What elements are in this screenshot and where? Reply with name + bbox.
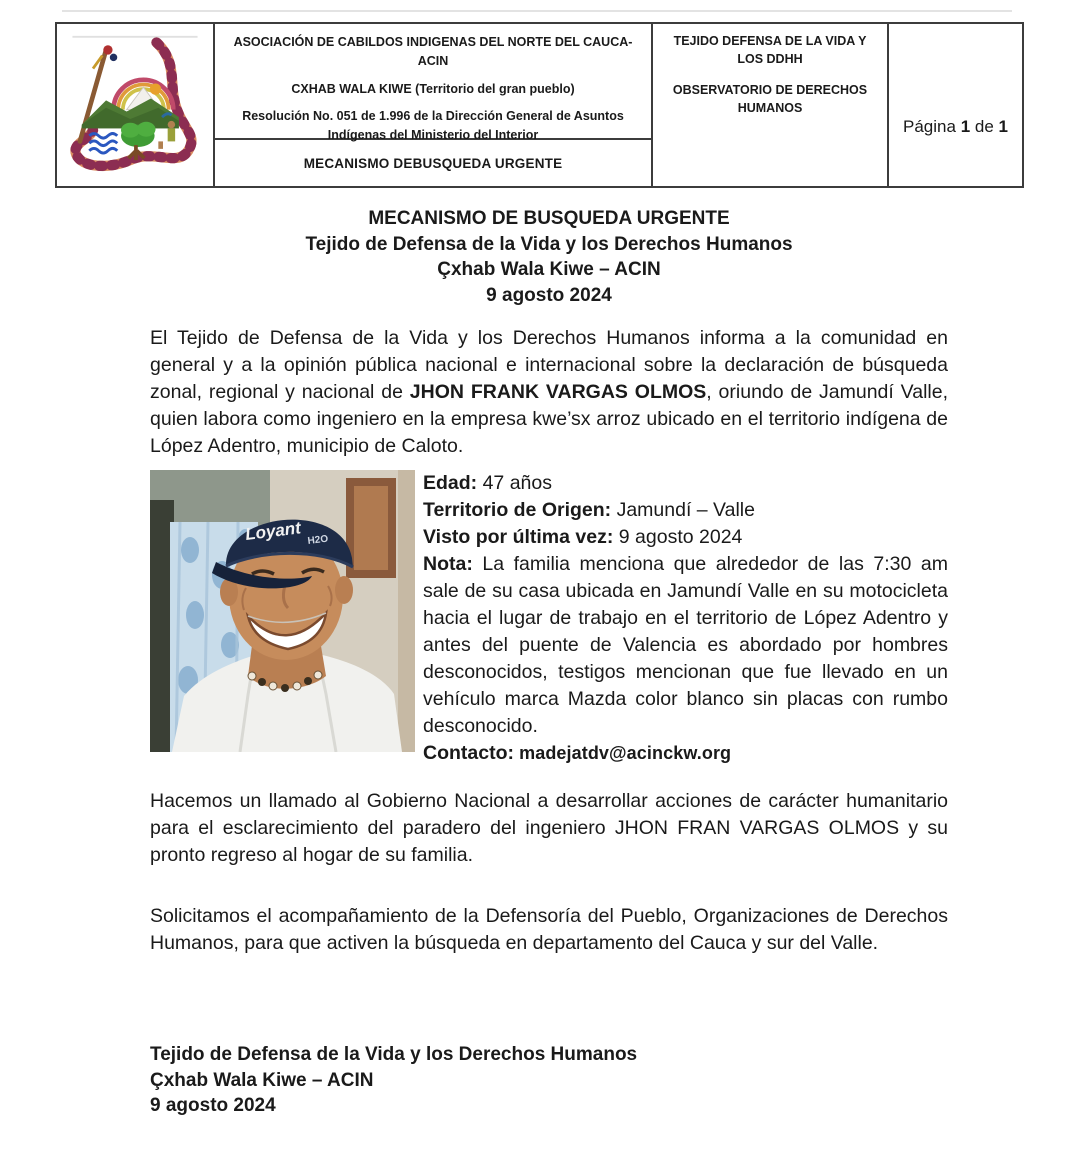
nota-label: Nota: bbox=[423, 553, 473, 575]
header-tejido-cell bbox=[653, 24, 889, 186]
detail-visto bbox=[423, 524, 948, 551]
missing-person-name: JHON FRANK VARGAS OLMOS bbox=[409, 381, 707, 403]
document-title-block bbox=[150, 206, 948, 308]
missing-person-details bbox=[423, 470, 948, 767]
page-number: 1 bbox=[960, 117, 971, 136]
title-date: 9 agosto 2024 bbox=[486, 284, 612, 306]
contacto-email: madejatdv@acinckw.org bbox=[514, 743, 732, 763]
visto-value: 9 agosto 2024 bbox=[613, 526, 743, 548]
header-org-text bbox=[215, 24, 651, 140]
cap-sub-text: H2O bbox=[307, 533, 329, 547]
title-line-3: Çxhab Wala Kiwe – ACIN bbox=[437, 259, 661, 280]
observatorio-title: OBSERVATORIO DE DERECHOS HUMANOS bbox=[672, 83, 868, 116]
header-org-cell bbox=[215, 24, 653, 186]
org-name: ASOCIACIÓN DE CABILDOS INDIGENAS DEL NORTE DEL CAUCA-ACIN bbox=[233, 35, 633, 68]
logo-cell bbox=[57, 24, 215, 186]
acin-logo-icon bbox=[65, 31, 205, 179]
scan-artifact-line bbox=[62, 10, 1012, 12]
call-to-government-paragraph: Hacemos un llamado al Gobierno Nacional a desarrollar acciones de carácter humanitario para el esclarecimiento del paradero del ingeniero JHON FRAN VARGAS OLMOS y su pronto regreso al hogar de su familia. bbox=[150, 790, 948, 866]
intro-before-name: El Tejido de Defensa de la Vida y los Derechos Humanos informa a la comunidad en general y a la opinión pública nacional e internacional sobre la declaración de búsqueda zonal, regional y nacional de bbox=[150, 327, 948, 403]
detail-origen bbox=[423, 497, 948, 524]
missing-person-photo-illustration bbox=[150, 470, 415, 752]
intro-after-name: , oriundo de Jamundí Valle, quien labora como ingeniero en la empresa kwe’sx arroz ubicado en el territorio indígena de López Adentro, municipio de Caloto. bbox=[150, 381, 948, 457]
missing-person-photo bbox=[150, 470, 415, 752]
origen-value: Jamundí – Valle bbox=[611, 499, 755, 521]
header-mechanism-cell: MECANISMO DEBUSQUEDA URGENTE bbox=[303, 155, 563, 171]
signature-block bbox=[150, 1042, 948, 1119]
visto-label: Visto por última vez: bbox=[423, 526, 614, 548]
page-total: 1 bbox=[998, 117, 1008, 136]
org-territory: CXHAB WALA KIWE (Territorio del gran pueblo) bbox=[291, 81, 575, 96]
page-number-cell bbox=[889, 24, 1022, 186]
request-support-paragraph: Solicitamos el acompañamiento de la Defensoría del Pueblo, Organizaciones de Derechos Humanos, para que activen la búsqueda en departamento del Cauca y sur del Valle. bbox=[150, 905, 948, 954]
nota-value: La familia menciona que alrededor de las 7:30 am sale de su casa ubicada en Jamundí Valle en su motocicleta hacia el lugar de trabajo en el territorio de López Adentro y antes del puente de Valencia es abordado por hombres desconocidos, testigos mencionan que fue llevado en un vehículo marca Mazda color blanco sin placas con rumbo desconocido. bbox=[423, 553, 948, 737]
signature-org: Tejido de Defensa de la Vida y los Derechos Humanos bbox=[150, 1044, 638, 1065]
edad-label: Edad: bbox=[423, 472, 478, 494]
title-line-2: Tejido de Defensa de la Vida y los Derechos Humanos bbox=[305, 233, 793, 255]
org-resolution: Resolución No. 051 de 1.996 de la Dirección General de Asuntos Indígenas del Ministerio del Interior bbox=[242, 109, 624, 142]
cap-brand-text: Loyant bbox=[244, 518, 302, 544]
edad-value: 47 años bbox=[477, 472, 552, 494]
detail-contacto bbox=[423, 740, 948, 767]
origen-label: Territorio de Origen: bbox=[423, 499, 612, 521]
signature-date: 9 agosto 2024 bbox=[150, 1095, 276, 1116]
page-label-prefix: Página bbox=[903, 117, 961, 136]
detail-nota bbox=[423, 551, 948, 740]
intro-paragraph bbox=[150, 325, 948, 460]
detail-edad bbox=[423, 470, 948, 497]
page-label-mid: de bbox=[970, 117, 999, 136]
header-table bbox=[55, 22, 1024, 188]
title-line-1: MECANISMO DE BUSQUEDA URGENTE bbox=[368, 208, 730, 229]
signature-territory: Çxhab Wala Kiwe – ACIN bbox=[150, 1069, 374, 1091]
contacto-label: Contacto: bbox=[423, 742, 514, 764]
photo-details-row bbox=[150, 470, 948, 767]
tejido-title: TEJIDO DEFENSA DE LA VIDA Y LOS DDHH bbox=[673, 34, 867, 67]
